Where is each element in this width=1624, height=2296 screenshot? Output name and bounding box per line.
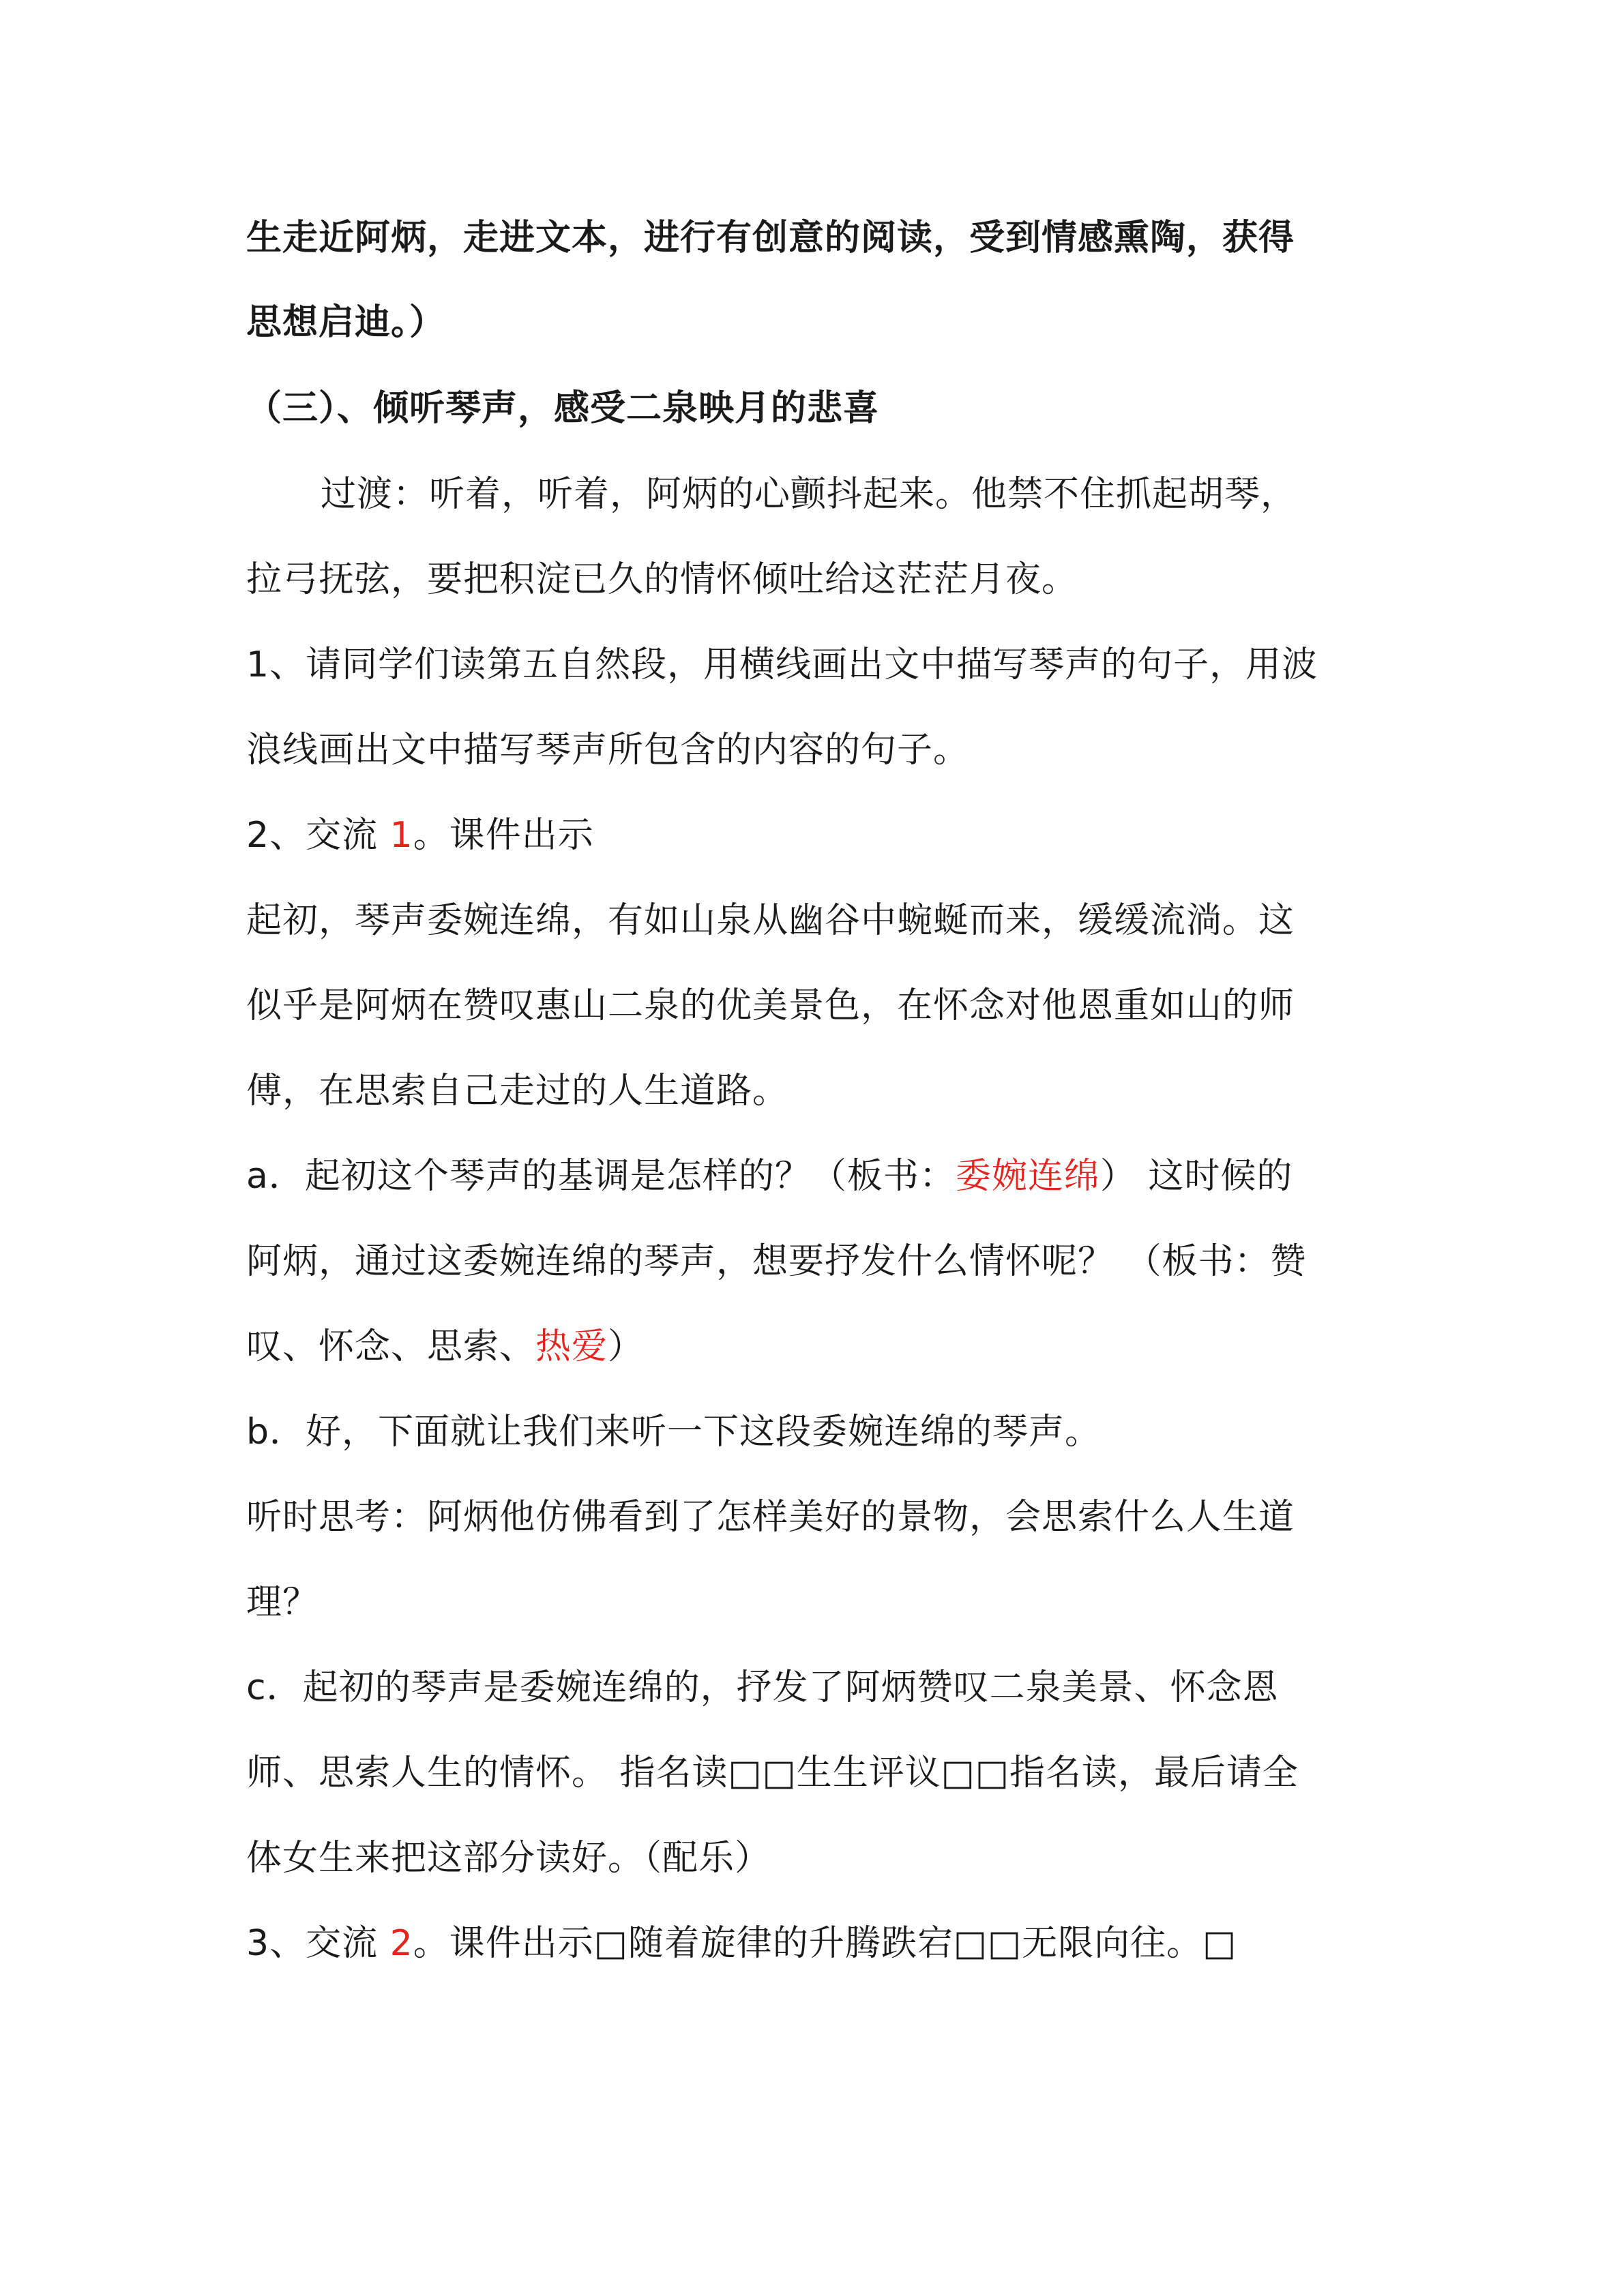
line-text: 3、交流 xyxy=(246,1923,390,1964)
line-text: c．起初的琴声是委婉连绵的，抒发了阿炳赞叹二泉美景、怀念恩 xyxy=(246,1667,1279,1708)
line-text: 师、思索人生的情怀。 指名读□□生生评议□□指名读，最后请全 xyxy=(246,1753,1299,1793)
paragraph-line xyxy=(246,728,969,772)
section-heading-text: （三）、倾听琴声，感受二泉映月的悲喜 xyxy=(246,388,880,429)
paragraph-line xyxy=(246,1922,1237,1965)
line-text: 叹、怀念、思索、 xyxy=(246,1326,536,1367)
paragraph-line xyxy=(246,1069,788,1113)
line-text: 似乎是阿炳在赞叹惠山二泉的优美景色，在怀念对他恩重如山的师 xyxy=(246,985,1295,1026)
highlight-text: 委婉连绵 xyxy=(955,1156,1100,1197)
highlight-text: 1 xyxy=(389,815,413,856)
paragraph-line xyxy=(246,1410,1101,1454)
line-text: 。课件出示□随着旋律的升腾跌宕□□无限向往。□ xyxy=(413,1923,1237,1964)
paragraph-line xyxy=(246,643,1318,687)
highlight-text: 2 xyxy=(389,1923,413,1964)
paragraph-line xyxy=(246,301,445,344)
paragraph-line xyxy=(246,1325,644,1369)
line-text: 1、请同学们读第五自然段，用横线画出文中描写琴声的句子，用波 xyxy=(246,644,1318,685)
paragraph-line xyxy=(246,1666,1279,1710)
line-text: ） 这时候的 xyxy=(1099,1156,1293,1197)
paragraph-line xyxy=(246,558,1078,601)
paragraph-line xyxy=(246,984,1295,1028)
paragraph-line xyxy=(246,899,1295,942)
paragraph-line xyxy=(246,216,1295,260)
section-heading xyxy=(246,387,879,430)
line-text: a．起初这个琴声的基调是怎样的？（板书： xyxy=(246,1156,956,1197)
line-text: ） xyxy=(608,1326,645,1367)
line-text: 生走近阿炳，走进文本，进行有创意的阅读，受到情感熏陶，获得 xyxy=(246,218,1295,258)
line-text: 思想启迪。） xyxy=(246,302,446,343)
line-text: 体女生来把这部分读好。（配乐） xyxy=(246,1838,771,1879)
line-text: b．好，下面就让我们来听一下这段委婉连绵的琴声。 xyxy=(246,1412,1102,1452)
line-text: 。课件出示 xyxy=(413,815,594,856)
paragraph-line xyxy=(246,1581,319,1624)
line-text: 理？ xyxy=(246,1582,319,1623)
line-text: 过渡：听着，听着，阿炳的心颤抖起来。他禁不住抓起胡琴， xyxy=(321,474,1297,515)
paragraph-line xyxy=(246,1154,1293,1198)
paragraph-line xyxy=(321,473,1297,516)
line-text: 浪线画出文中描写琴声所包含的内容的句子。 xyxy=(246,730,970,771)
paragraph-line xyxy=(246,1495,1295,1539)
paragraph-line xyxy=(246,1836,771,1880)
line-text: 起初，琴声委婉连绵，有如山泉从幽谷中蜿蜒而来，缓缓流淌。这 xyxy=(246,900,1295,941)
line-text: 2、交流 xyxy=(246,815,390,856)
line-text: 傅，在思索自己走过的人生道路。 xyxy=(246,1071,789,1112)
line-text: 拉弓抚弦，要把积淀已久的情怀倾吐给这茫茫月夜。 xyxy=(246,559,1078,600)
paragraph-line xyxy=(246,1751,1299,1795)
highlight-text: 热爱 xyxy=(535,1326,608,1367)
line-text: 阿炳，通过这委婉连绵的琴声，想要抒发什么情怀呢？ （板书：赞 xyxy=(246,1241,1307,1282)
line-text: 听时思考：阿炳他仿佛看到了怎样美好的景物，会思索什么人生道 xyxy=(246,1497,1295,1538)
paragraph-line xyxy=(246,814,594,857)
paragraph-line xyxy=(246,1240,1307,1283)
